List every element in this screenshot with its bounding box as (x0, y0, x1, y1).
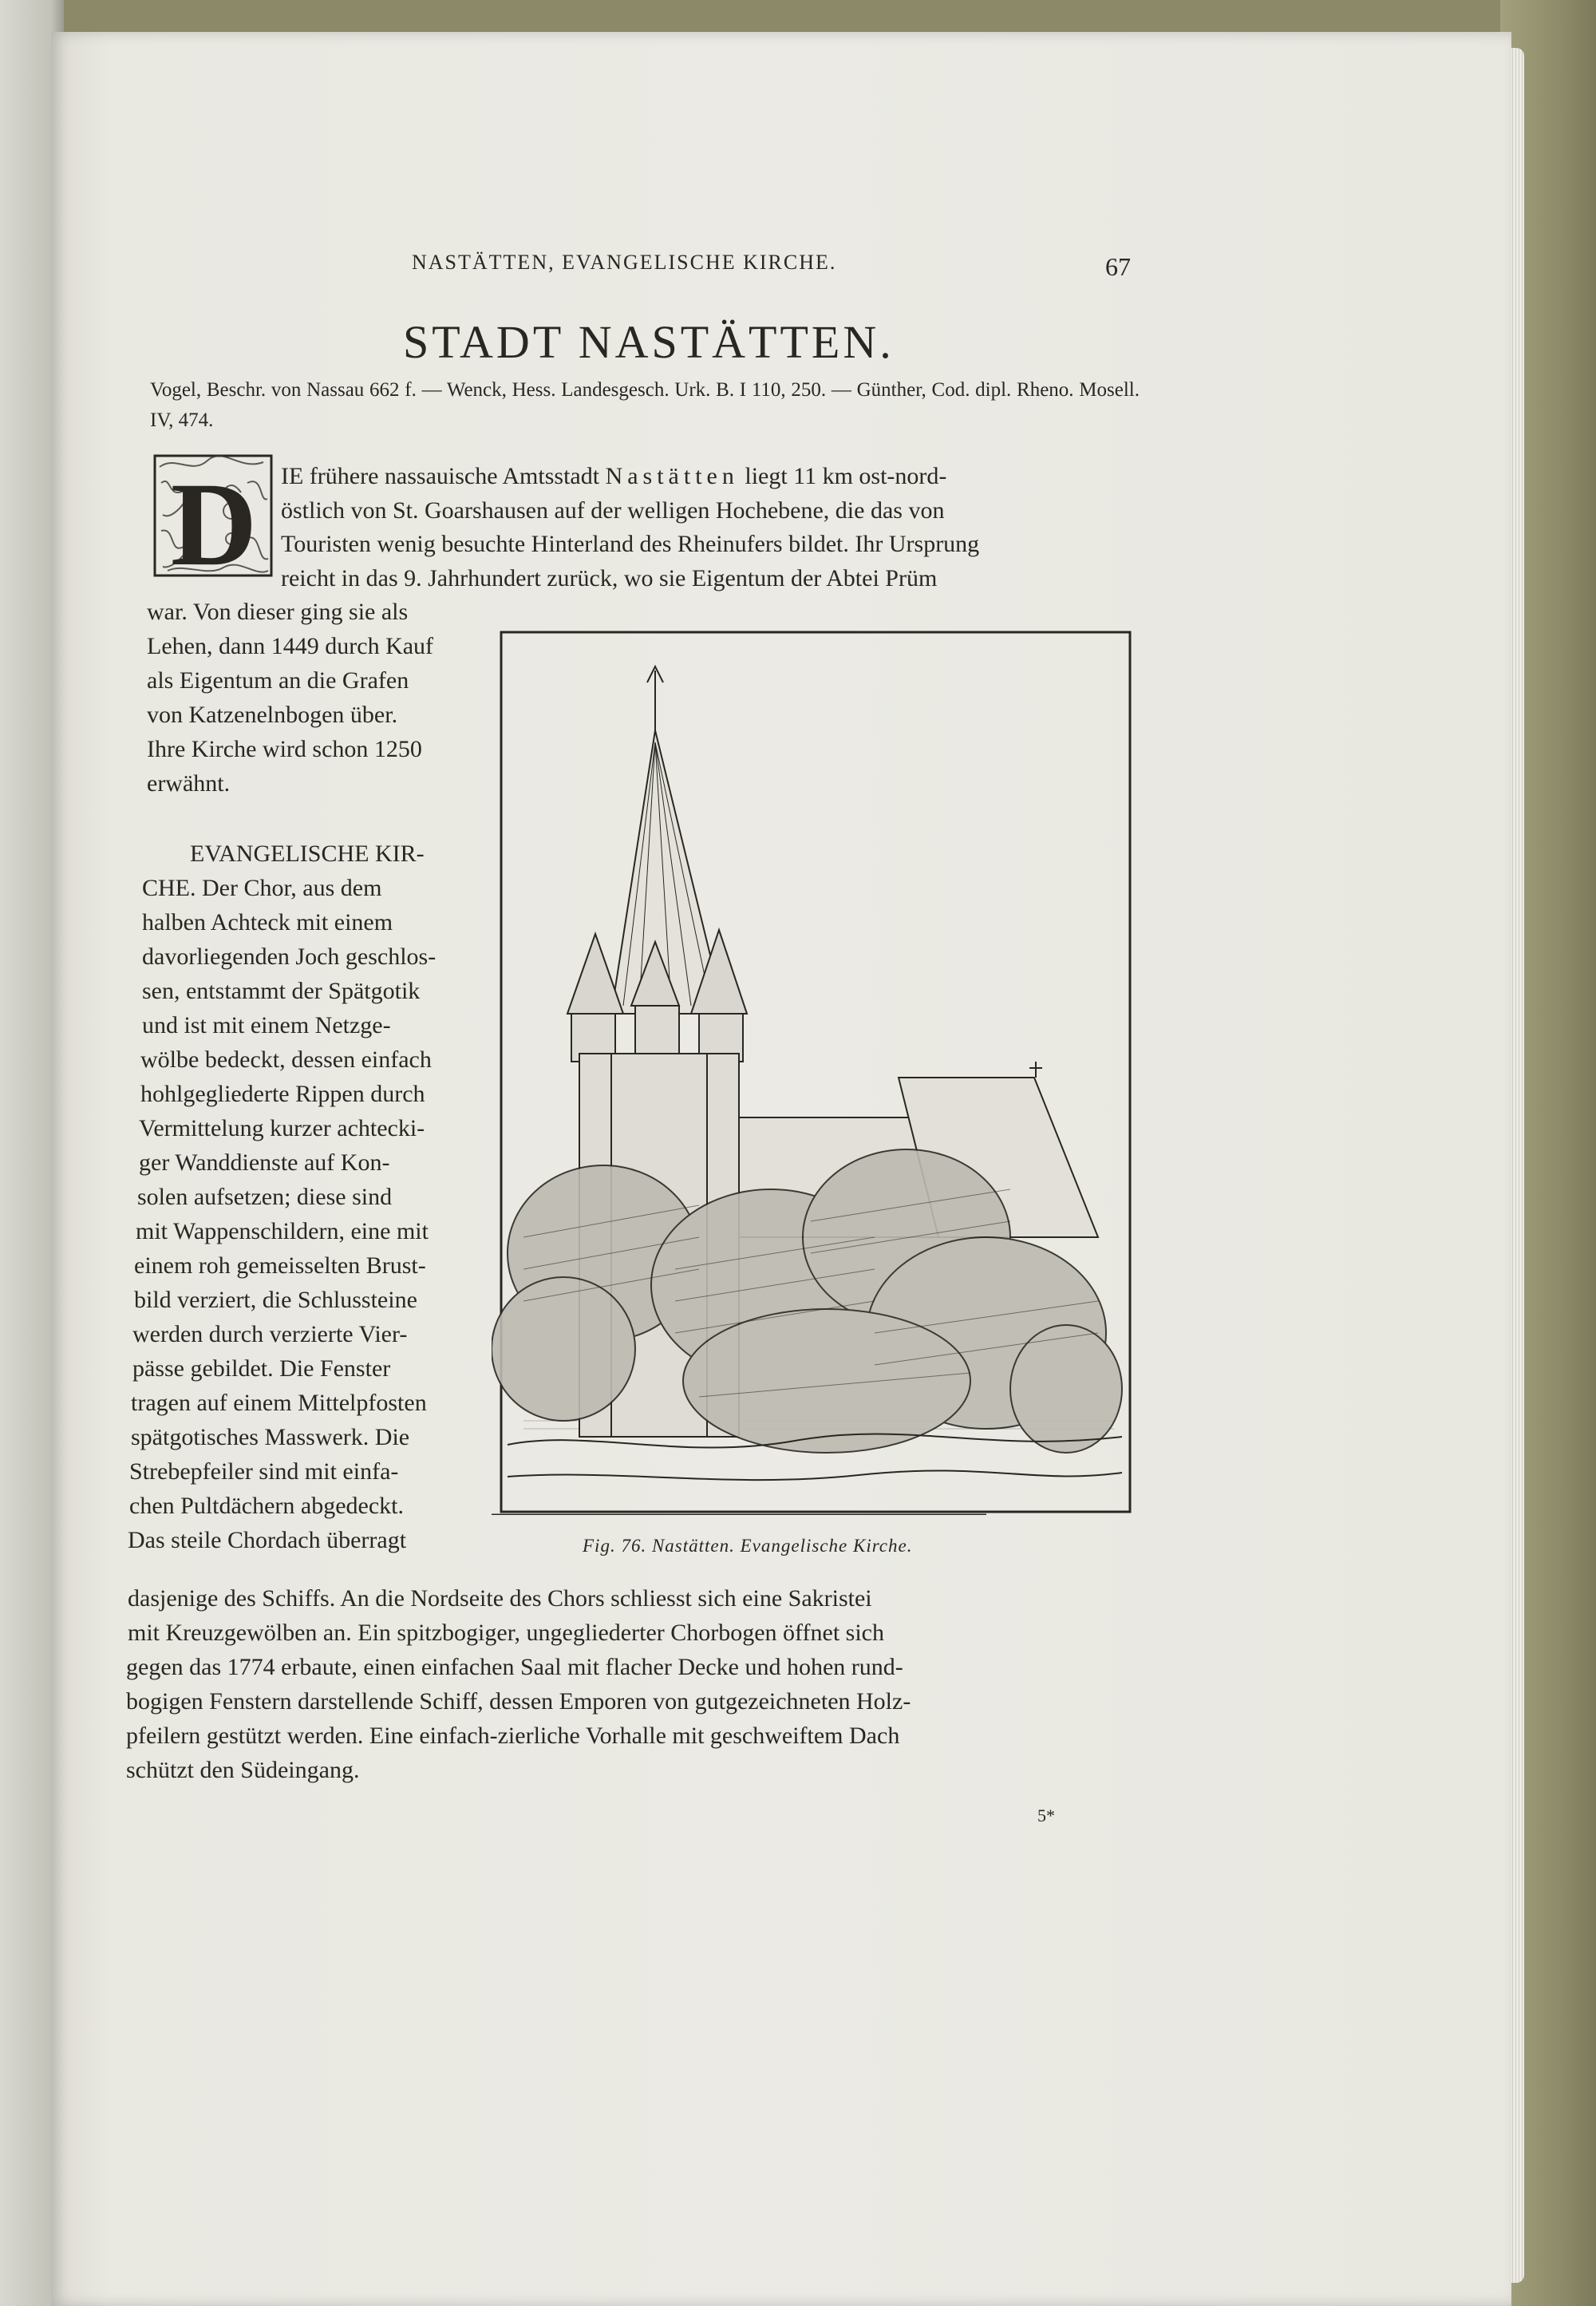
church-line-12: mit Wappenschildern, eine mit (136, 1218, 429, 1244)
ornamental-drop-cap (152, 451, 275, 583)
figure-caption: Fig. 76. Nastätten. Evangelische Kirche. (583, 1536, 913, 1556)
church-line-24: gegen das 1774 erbaute, einen einfachen Saal mit flacher Decke und hohen rund- (126, 1654, 903, 1680)
intro-line-10: erwähnt. (147, 770, 231, 797)
intro-line-5: war. Von dieser ging sie als (147, 599, 409, 625)
intro-line-6: Lehen, dann 1449 durch Kauf (147, 633, 434, 659)
church-line-25: bogigen Fenstern darstellende Schiff, dessen Emporen von gutgezeichneten Holz- (126, 1688, 911, 1715)
church-line-20: chen Pultdächern abgedeckt. (129, 1493, 405, 1519)
church-line-11: solen aufsetzen; diese sind (137, 1184, 393, 1210)
church-line-7: wölbe bedeckt, dessen einfach (140, 1046, 432, 1073)
church-line-10: ger Wanddienste auf Kon- (139, 1149, 390, 1176)
place-name-spaced: Nastätten (605, 463, 739, 489)
church-line-21: Das steile Chordach überragt (128, 1527, 407, 1553)
intro-line-8: von Katzenelnbogen über. (147, 702, 398, 728)
church-line-2: CHE. Der Chor, aus dem (142, 875, 382, 901)
church-line-18: spätgotisches Masswerk. Die (131, 1424, 410, 1450)
church-line-4: davorliegenden Joch geschlos- (142, 943, 437, 970)
church-line-27: schützt den Südeingang. (126, 1757, 360, 1783)
intro-line-2: östlich von St. Goarshausen auf der welligen Hochebene, die das von (281, 497, 945, 524)
church-line-3: halben Achteck mit einem (142, 909, 393, 935)
church-line-9: Vermittelung kurzer achtecki- (139, 1115, 425, 1141)
intro-line-4: reicht in das 9. Jahrhundert zurück, wo sie Eigentum der Abtei Prüm (281, 565, 938, 591)
signature-mark: 5* (1037, 1806, 1055, 1825)
intro-line-3: Touristen wenig besuchte Hinterland des Rheinufers bildet. Ihr Ursprung (281, 531, 980, 557)
church-line-22: dasjenige des Schiffs. An die Nordseite des Chors schliesst sich eine Sakristei (128, 1585, 872, 1612)
church-line-19: Strebepfeiler sind mit einfa- (129, 1458, 399, 1485)
church-line-15: werden durch verzierte Vier- (132, 1321, 408, 1347)
page-number: 67 (1105, 252, 1131, 281)
church-line-14: bild verziert, die Schlussteine (134, 1287, 417, 1313)
church-line-26: pfeilern gestützt werden. Eine einfach-zierliche Vorhalle mit geschweiftem Dach (126, 1723, 900, 1749)
intro-line-1-a: IE frühere nassauische Amtsstadt (281, 463, 600, 489)
running-head: NASTÄTTEN, EVANGELISCHE KIRCHE. (412, 251, 837, 274)
intro-line-7: als Eigentum an die Grafen (147, 667, 409, 694)
church-line-6: und ist mit einem Netzge- (142, 1012, 391, 1038)
church-line-5: sen, entstammt der Spätgotik (142, 978, 421, 1004)
intro-line-1-c: liegt 11 km ost-nord- (745, 463, 947, 489)
drop-cap-letter: D (170, 458, 258, 583)
church-line-16: pässe gebildet. Die Fenster (132, 1355, 391, 1382)
church-line-13: einem roh gemeisselten Brust- (134, 1252, 426, 1279)
church-line-23: mit Kreuzgewölben an. Ein spitzbogiger, ungegliederter Chorbogen öffnet sich (128, 1620, 884, 1646)
church-line-1: EVANGELISCHE KIR- (190, 841, 425, 867)
church-line-8: hohlgegliederte Rippen durch (140, 1081, 425, 1107)
church-line-17: tragen auf einem Mittelpfosten (131, 1390, 427, 1416)
intro-line-9: Ihre Kirche wird schon 1250 (147, 736, 422, 762)
church-illustration (492, 631, 1132, 1515)
page-title: STADT NASTÄTTEN. (403, 316, 895, 368)
bibliographic-references: Vogel, Beschr. von Nassau 662 f. — Wenck, Hess. Landesgesch. Urk. B. I 110, 250. — Günther, Cod. dipl. Rheno. Mosell. IV, 474. (150, 379, 1140, 431)
intro-line-1 (281, 463, 946, 490)
